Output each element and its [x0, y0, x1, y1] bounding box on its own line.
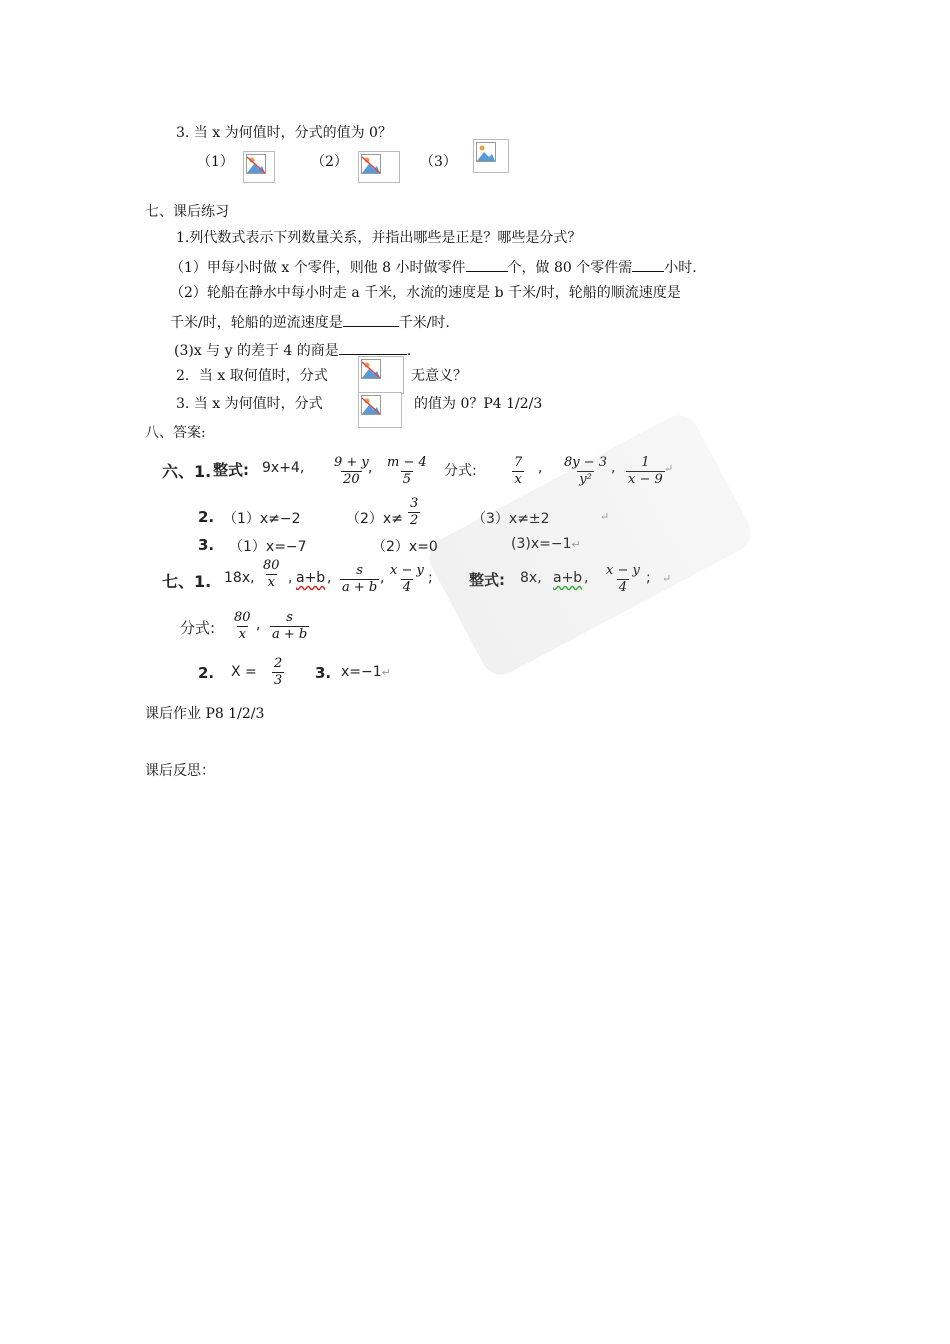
- answer-term: (3)x=−1↵: [511, 536, 581, 552]
- return-mark: ↵: [662, 572, 672, 585]
- answer-term: （3）x≠±2: [472, 511, 550, 527]
- answer-blank[interactable]: [343, 312, 399, 327]
- broken-image-icon: [358, 151, 400, 183]
- question-6-3: 3. 当 x 为何值时，分式的值为 0？: [176, 125, 392, 141]
- question-7-1-1: （1）甲每小时做 x 个零件，则他 8 小时做零件 个，做 80 个零件需 小时.: [170, 257, 697, 277]
- comma: ,: [368, 460, 373, 476]
- comma: ,: [327, 570, 332, 586]
- question-7-1-3: (3)x 与 y 的差于 4 的商是 .: [174, 340, 411, 360]
- return-mark: ↵: [600, 510, 610, 523]
- answer-row4-label: 七、1.: [162, 572, 212, 591]
- comma: ,: [584, 570, 589, 586]
- fraction: $\frac{2}{3}$: [274, 656, 283, 688]
- broken-image-icon: [358, 356, 404, 394]
- answer-term: （2）x≠: [346, 511, 403, 527]
- broken-image-icon: [358, 392, 402, 428]
- comma: ,: [256, 617, 261, 633]
- answer-term: 9x+4,: [262, 460, 305, 476]
- question-7-3b: 的值为 0？P4 1/2/3: [414, 396, 543, 412]
- broken-image-icon: [243, 151, 275, 183]
- option-3-label: （3）: [420, 154, 457, 170]
- fraction: $\frac{3}{2}$: [410, 496, 419, 528]
- answer-row4-zhengshi: 整式:: [469, 571, 505, 589]
- answer-row1-fenshi: 分式:: [444, 463, 477, 479]
- answer-row2-label: 2.: [198, 508, 215, 526]
- homework-line: 课后作业 P8 1/2/3: [145, 706, 265, 722]
- broken-image-icon: [473, 139, 509, 173]
- fraction: $\frac{x - y}{4}$: [606, 563, 640, 595]
- fraction: $\frac{m - 4}{5}$: [387, 455, 427, 487]
- return-mark: ↵: [664, 462, 674, 475]
- option-1-label: （1）: [197, 154, 234, 170]
- semicolon: ;: [428, 570, 433, 586]
- answer-blank[interactable]: [339, 340, 407, 355]
- answer-term: （1）x≠−2: [223, 511, 301, 527]
- answer-row3-label: 3.: [198, 536, 215, 554]
- section-7-title: 七、课后练习: [145, 204, 229, 220]
- answer-row6-label: 3.: [315, 664, 332, 682]
- option-2-label: （2）: [311, 154, 348, 170]
- fraction: $\frac{1}{x - 9}$: [628, 455, 663, 487]
- question-7-2b: 无意义？: [411, 368, 467, 384]
- fraction: $\frac{8y - 3}{\text{y²}}$: [564, 455, 608, 487]
- comma: ,: [288, 570, 293, 586]
- question-7-1-2-cont: 千米/时，轮船的逆流速度是 千米/时.: [170, 312, 450, 332]
- fraction: $\frac{80}{x}$: [234, 610, 251, 642]
- fraction: $\frac{s}{a + b}$: [272, 610, 308, 642]
- answer-term: 18x,: [224, 570, 255, 586]
- answer-term: x=−1↵: [341, 664, 391, 680]
- answer-blank[interactable]: [466, 257, 508, 272]
- answer-row6-label: 2.: [198, 664, 215, 682]
- fraction: $\frac{s}{a + b}$: [342, 563, 378, 595]
- fraction: $\frac{x - y}{4}$: [390, 563, 424, 595]
- answer-row1-label: 六、1.: [162, 462, 212, 481]
- watermark: [422, 408, 757, 681]
- answer-term: a+b: [553, 570, 583, 586]
- fraction: $\frac{7}{x}$: [514, 455, 523, 487]
- answer-term: X =: [231, 664, 257, 680]
- semicolon: ;: [646, 570, 651, 586]
- fraction: $\frac{80}{x}$: [263, 558, 280, 590]
- question-7-3a: 3. 当 x 为何值时，分式: [176, 396, 323, 412]
- answer-term: 8x,: [520, 570, 542, 586]
- answer-row5-fenshi: 分式:: [180, 619, 216, 637]
- question-7-1: 1.列代数式表示下列数量关系，并指出哪些是正是？哪些是分式？: [176, 230, 582, 246]
- question-7-2a: 2．当 x 取何值时，分式: [176, 368, 328, 384]
- fraction: $\frac{9 + y}{20}$: [334, 455, 369, 487]
- answer-term: a+b: [296, 570, 326, 586]
- section-8-title: 八、答案:: [145, 425, 206, 441]
- question-7-1-2: （2）轮船在静水中每小时走 a 千米，水流的速度是 b 千米/时，轮船的顺流速度是: [170, 285, 681, 301]
- comma: ,: [538, 460, 543, 476]
- answer-term: （2）x=0: [372, 539, 438, 555]
- comma: ,: [380, 570, 385, 586]
- comma: ,: [611, 460, 616, 476]
- answer-term: （1）x=−7: [229, 539, 307, 555]
- reflection-line: 课后反思：: [145, 763, 215, 779]
- answer-row1-zhengshi: 整式:: [213, 461, 249, 479]
- answer-blank[interactable]: [632, 257, 664, 272]
